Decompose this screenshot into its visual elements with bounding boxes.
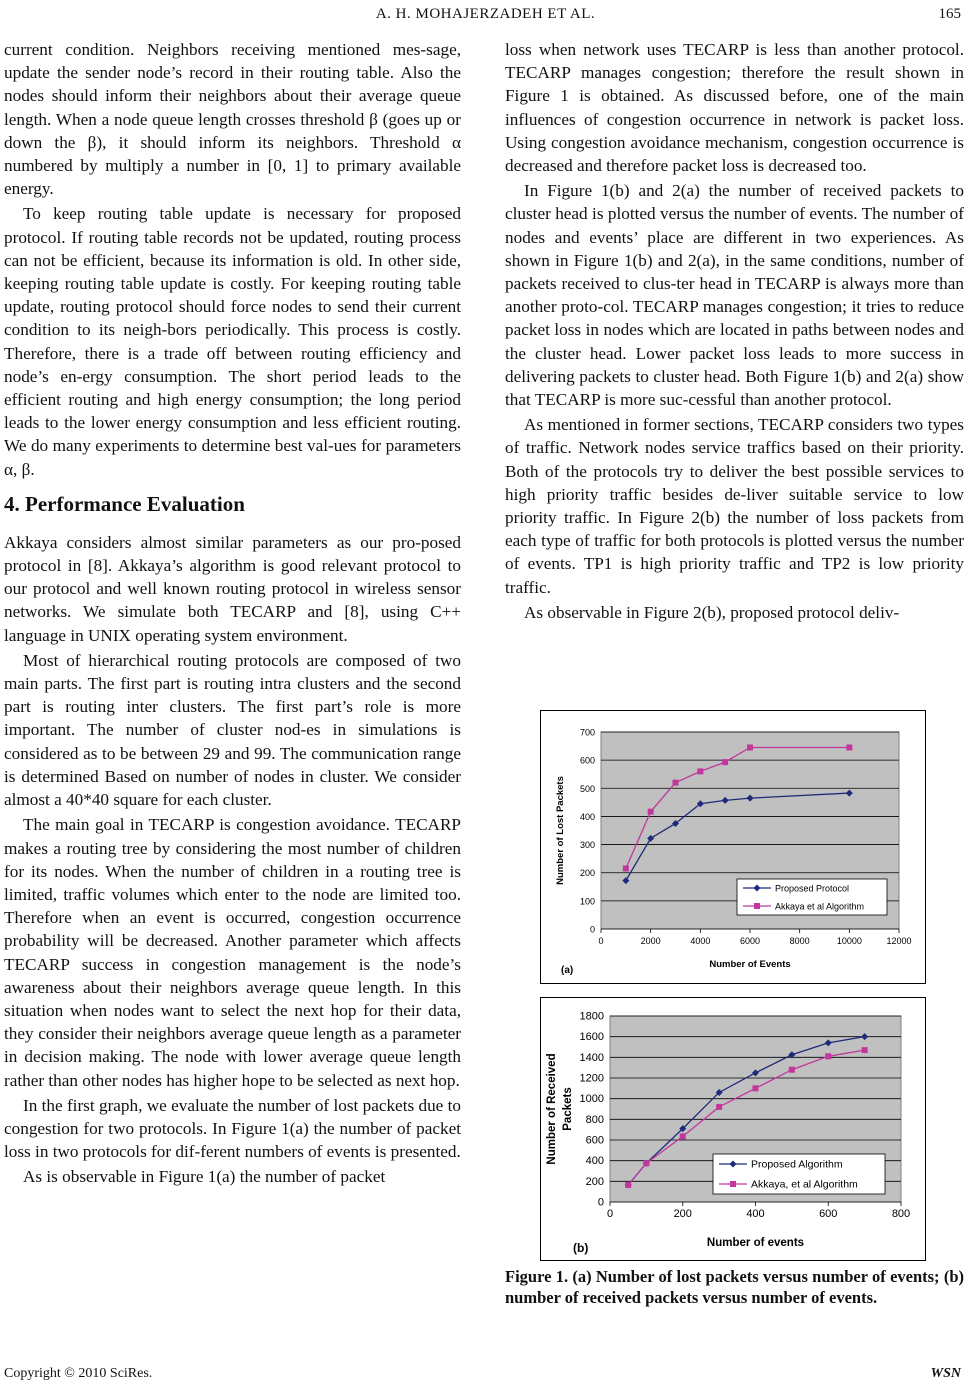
running-title: A. H. MOHAJERZADEH ET AL. — [375, 6, 596, 22]
paragraph: Akkaya considers almost similar parameters as our pro-posed protocol in [8]. Akkaya’s algorithm is good relevant protocol to our protocol and well known routing protocol in wireless sensor networks. We simulate both TECARP and [8], using C++ language in UNIX operating system environment. — [4, 532, 461, 645]
copyright: Copyright © 2010 SciRes. — [4, 1366, 153, 1381]
y-tick-label: 600 — [585, 1134, 604, 1147]
y-axis-label — [546, 1053, 574, 1164]
x-tick-label: 0 — [598, 936, 604, 946]
legend-label: Proposed Protocol — [775, 883, 850, 894]
y-tick-label: 200 — [579, 868, 595, 879]
panel-label: (b) — [573, 1241, 589, 1255]
figure-1a — [540, 710, 926, 984]
left-column — [4, 38, 461, 1191]
data-point — [648, 809, 654, 815]
x-axis-label: Number of Events — [709, 959, 791, 970]
y-tick-label: 100 — [579, 896, 595, 907]
data-point — [747, 744, 753, 750]
paragraph: Most of hierarchical routing protocols are composed of two main parts. The first part is routing intra clusters and the second part is routing inter clusters. The first part’s role is more important. The number of cluster nod-es in simulations is considered as to be between 29 and 99. The communication range is determined Based on number of nodes in cluster. We consider almost a 40*40 square for each cluster. — [4, 650, 461, 810]
y-tick-label: 600 — [579, 755, 595, 766]
x-tick-label: 8000 — [789, 936, 810, 946]
panel-label: (a) — [561, 965, 574, 976]
data-point — [722, 759, 728, 765]
x-tick-label: 6000 — [739, 936, 761, 946]
data-point — [862, 1047, 868, 1053]
x-tick-label: 200 — [673, 1208, 692, 1220]
section-heading: 4. Performance Evaluation — [4, 491, 245, 516]
data-point — [673, 780, 679, 786]
legend-label: Proposed Algorithm — [751, 1158, 843, 1171]
y-tick-label: 700 — [579, 727, 595, 738]
y-tick-label: 1600 — [579, 1031, 604, 1044]
data-point — [697, 768, 703, 774]
x-tick-label: 4000 — [690, 936, 711, 946]
y-axis-label-line: Number of Received — [546, 1053, 558, 1165]
y-tick-label: 400 — [585, 1155, 604, 1168]
data-point — [623, 865, 629, 871]
y-tick-label: 1800 — [579, 1010, 604, 1023]
received-packets-chart — [541, 998, 925, 1260]
x-tick-label: 10000 — [836, 936, 862, 946]
legend-label: Akkaya et al Algorithm — [775, 901, 865, 912]
y-tick-label: 1400 — [579, 1051, 604, 1064]
page-header — [0, 4, 971, 26]
x-tick-label: 2000 — [640, 936, 661, 946]
paragraph: In Figure 1(b) and 2(a) the number of received packets to cluster head is plotted versus the number of events. The number of nodes and events’ place are different in two experiences. As shown in Figure 1(b) and 2(a), in the same conditions, number of packets received to clus-ter head in TECARP is always more than another proto-col. TECARP manages congestion; it tries to reduce packet loss in nodes which are located in paths between nodes and the cluster head. Lower packet loss leads to more success in delivering packets to cluster head. Both Figure 1(b) and 2(a) show that TECARP is more suc-cessful than another protocol. — [505, 181, 964, 410]
x-tick-label: 0 — [606, 1208, 614, 1220]
data-point — [753, 1085, 759, 1091]
paragraph: loss when network uses TECARP is less than another protocol. TECARP manages congestion; therefore the result shown in Figure 1 is obtained. As discussed before, one of the main influences of congestion occurrence in network is packet loss. Using congestion avoidance mechanism, congestion occurrence is decreased and therefore packet loss is decreased too. — [505, 40, 964, 176]
legend-marker — [730, 1181, 736, 1187]
paragraph: The main goal in TECARP is congestion avoidance. TECARP makes a routing tree by considering the most number of children for its nodes. When the number of children in a routing tree is limited, traffic volumes which enter to the node are limited too. Therefore when an event is occurred, congestion occurrence probability will be decreased. Another parameter which affects TECARP success in congestion management is the node’s awareness about their neighbors average queue length. In this situation when nodes want to select the next hop for their data, they consider their neighbors average queue length as a parameter in decision making. The node with lower average queue length rather than other nodes has higher hope to be selected as next hop. — [4, 815, 461, 1090]
page-number: 165 — [938, 6, 961, 22]
y-tick-label: 800 — [585, 1113, 604, 1126]
y-tick-label: 0 — [597, 1196, 604, 1209]
y-tick-label: 400 — [579, 811, 595, 822]
x-axis-label: Number of events — [706, 1237, 805, 1249]
figure-caption: Figure 1. (a) Number of lost packets versus number of events; (b) number of received packets versus number of events. — [505, 1267, 964, 1307]
lost-packets-chart — [541, 711, 925, 983]
data-point — [846, 744, 852, 750]
data-point — [825, 1053, 831, 1059]
x-tick-label: 12000 — [886, 936, 912, 946]
x-tick-label: 600 — [819, 1208, 838, 1220]
y-tick-label: 300 — [579, 840, 595, 851]
data-point — [643, 1160, 649, 1166]
data-point — [789, 1067, 795, 1073]
paragraph: In the first graph, we evaluate the number of lost packets due to congestion for two protocols. In Figure 1(a) the number of packet loss in two protocols for dif-ferent numbers of events is presented. — [4, 1095, 461, 1162]
right-column — [505, 38, 964, 626]
paragraph: current condition. Neighbors receiving mentioned mes-sage, update the sender node’s record in their routing table. Also the nodes should inform their neighbors about their average queue length. When a node queue length crosses threshold β (goes up or down the β), it should inform its neighbors. Threshold α numbered by multiply a number in [0, 1] to primary available energy. — [4, 40, 461, 199]
paragraph: As is observable in Figure 1(a) the number of packet — [23, 1167, 386, 1187]
y-axis-label-line: Packets — [562, 1087, 574, 1131]
paragraph: As observable in Figure 2(b), proposed protocol deliv- — [524, 602, 900, 622]
legend-marker — [754, 903, 760, 909]
paragraph: As mentioned in former sections, TECARP considers two types of traffic. Network nodes service traffics based on their priority. Both of the protocols try to deliver the best possible services to high priority traffic besides de-liver suitable service to low priority traffic. In Figure 2(b) the number of loss packets from each type of traffic for both protocols is plotted versus the number of events. TP1 is high priority traffic and TP2 is low priority traffic. — [505, 415, 964, 597]
data-point — [680, 1133, 686, 1139]
y-tick-label: 1200 — [579, 1072, 604, 1085]
x-tick-label: 800 — [891, 1208, 911, 1220]
y-tick-label: 200 — [585, 1175, 604, 1188]
data-point — [625, 1182, 631, 1188]
journal-name: WSN — [930, 1366, 961, 1381]
x-tick-label: 400 — [746, 1208, 765, 1220]
legend-label: Akkaya, et al Algorithm — [751, 1178, 858, 1191]
data-point — [716, 1104, 722, 1110]
paragraph: To keep routing table update is necessary for proposed protocol. If routing table records not be updated, routing process can not be efficient, because its information is old. In other side, keeping routing table update is costly. For keeping routing table update, routing protocol should force nodes to send their current condition to its neigh-bors periodically. This process is costly. Therefore, there is a trade off between routing efficiency and node’s en-ergy consumption. The short period leads to the efficient routing and high energy consumption; the long period leads to the lower energy consumption and less efficient routing. We do many experiments to determine best val-ues for parameters α, β. — [4, 204, 461, 479]
y-tick-label: 0 — [589, 924, 595, 935]
y-axis-label: Number of Lost Packets — [555, 776, 566, 885]
figure-1b — [540, 997, 926, 1261]
y-tick-label: 500 — [579, 783, 595, 794]
y-tick-label: 1000 — [579, 1093, 604, 1106]
